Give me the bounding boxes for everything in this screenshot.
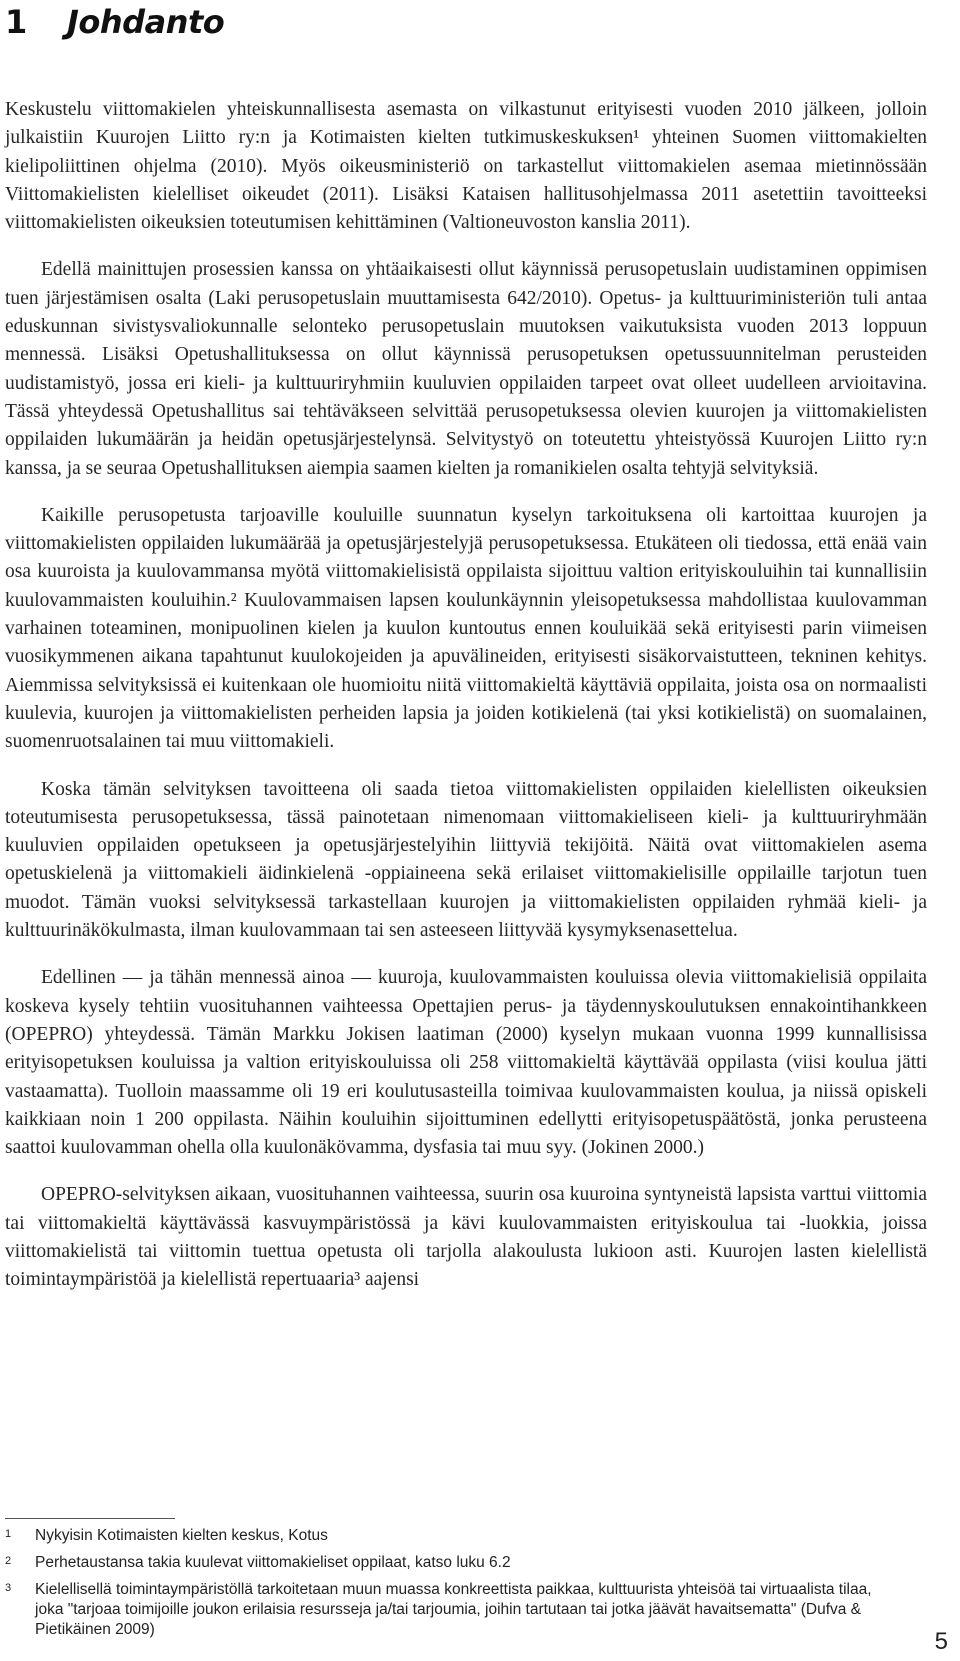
body-text — [5, 96, 927, 1295]
paragraph-4: Koska tämän selvityksen tavoitteena oli saada tietoa viittomakielisten oppilaiden kielellisten oikeuksien toteutumisesta perusopetuksessa, tässä painotetaan nimenomaan viittomakieliseen kieli- ja kulttuuriryhmään kuuluvien oppilaiden opetukseen ja opetusjärjestelyihin liittyviä tekijöitä. Näitä ovat viittomakielen asema opetuskielenä ja viittomakieli äidinkielenä -oppiaineena sekä erilaiset viittomakielisille oppilaille tarjotun tuen muodot. Tämän vuoksi selvityksessä tarkastellaan kuurojen ja viittomakielisten oppilaiden ryhmää kieli- ja kulttuurinäkökulmasta, ilman kuulovammaan tai sen asteeseen liittyvää kysymyksenasettelua. — [5, 778, 927, 942]
section-heading — [5, 2, 224, 42]
paragraph-2: Edellä mainittujen prosessien kanssa on yhtäaikaisesti ollut käynnissä perusopetuslain uudistaminen oppimisen tuen järjestämisen osalta (Laki perusopetuslain muuttamisesta 642/2010). Opetus- ja kulttuuriministeriön tuli antaa eduskunnan sivistysvaliokunnalle selonteko perusopetuslain muutoksen vaikutuksista vuoden 2013 loppuun mennessä. Lisäksi Opetushallituksessa on ollut käynnissä perusopetuksen opetussuunnitelman perusteiden uudistamistyö, jossa eri kieli- ja kulttuuriryhmiin kuuluvien oppilaiden tarpeet ovat olleet uudelleen arvioitavina. Tässä yhteydessä Opetushallitus sai tehtäväkseen selvittää perusopetuksessa olevien kuurojen ja viittomakielisten oppilaiden lukumäärän ja heidän opetusjärjestelynsä. Selvitystyö on toteutettu yhteistyössä Kuurojen Liitto ry:n kanssa, ja se seuraa Opetushallituksen aiempia saamen kielten ja romanikielen osalta tehtyjä selvityksiä. — [5, 259, 927, 479]
footnote-3 — [5, 1580, 885, 1640]
paragraph-6: OPEPRO-selvityksen aikaan, vuosituhannen vaihteessa, suurin osa kuuroina syntyneistä lapsista varttui viittomia tai viittomakieltä käyttävässä kasvuympäristössä ja kävi kuulovammaisten erityiskoulua tai -luokkia, joissa viittomakielistä tai viittomin tuettua opetusta oli tarjolla alakoulusta lukioon asti. Kuurojen lasten kielellistä toimintaympäristöä ja kielellistä repertuaaria³ aajensi — [5, 1184, 927, 1291]
footnote-2 — [5, 1553, 885, 1573]
footnote-text: Nykyisin Kotimaisten kielten keskus, Kotus — [35, 1527, 328, 1544]
footnote-divider — [5, 1518, 175, 1519]
section-number: 1 — [5, 3, 27, 41]
footnote-mark: 3 — [5, 1582, 12, 1594]
footnote-mark: 1 — [5, 1528, 12, 1540]
footnote-text: Perhetaustansa takia kuulevat viittomakieliset oppilaat, katso luku 6.2 — [35, 1554, 511, 1571]
footnotes — [5, 1526, 885, 1647]
paragraph-1: Keskustelu viittomakielen yhteiskunnallisesta asemasta on vilkastunut erityisesti vuoden 2010 jälkeen, jolloin julkaistiin Kuurojen Liitto ry:n ja Kotimaisten kielten tutkimuskeskuksen¹ yhteinen Suomen viittomakielten kielipoliittinen ohjelma (2010). Myös oikeusministeriö on tarkastellut viittomakielen asemaa mietinnössään Viittomakielisten kielelliset oikeudet (2011). Lisäksi Kataisen hallitusohjelmassa 2011 asetettiin tavoitteeksi viittomakielisten oikeuksien toteutumisen kehittäminen (Valtioneuvoston kanslia 2011). — [5, 99, 927, 234]
page-number: 5 — [934, 1628, 948, 1655]
footnote-mark: 2 — [5, 1555, 12, 1567]
section-title: Johdanto — [67, 3, 225, 41]
footnote-text: Kielellisellä toimintaympäristöllä tarkoitetaan muun muassa konkreettista paikkaa, kulttuurista yhteisöä tai virtuaalista tilaa, joka "tarjoaa toimijoille joukon erilaisia resursseja ja/tai tarjoumia, joihin tartutaan tai jotka jäävät havaitsematta" (Dufva & Pietikäinen 2009) — [35, 1581, 872, 1638]
paragraph-5: Edellinen — ja tähän mennessä ainoa — kuuroja, kuulovammaisten kouluissa olevia viittomakielisiä oppilaita koskeva kysely tehtiin vuosituhannen vaihteessa Opettajien perus- ja täydennyskoulutuksen ennakointihankkeen (OPEPRO) yhteydessä. Tämän Markku Jokisen laatiman (2000) kyselyn mukaan vuonna 1999 kunnallisissa erityisopetuksen kouluissa ja valtion erityiskouluissa oli 258 viittomakieltä käyttävää oppilasta (viisi koulua jätti vastaamatta). Tuolloin maassamme oli 19 eri koulutusasteilla toimivaa kuulovammaisten koulua, ja niissä opiskeli kaikkiaan noin 1 200 oppilasta. Näihin kouluihin sijoittuminen edellytti erityisopetuspäätöstä, jonka perusteena saattoi kuulovamman ohella olla kuulonäkövamma, dysfasia tai muu syy. (Jokinen 2000.) — [5, 967, 927, 1159]
footnote-1 — [5, 1526, 885, 1546]
paragraph-3: Kaikille perusopetusta tarjoaville kouluille suunnatun kyselyn tarkoituksena oli kartoittaa kuurojen ja viittomakielisten oppilaiden lukumäärää ja opetusjärjestelyjä perusopetuksessa. Etukäteen oli tiedossa, että enää vain osa kuuroista ja kuulovammansa myötä viittomakielisistä oppilaista sijoittuu valtion erityiskouluihin tai kunnallisiin kuulovammaisten kouluihin.² Kuulovammaisen lapsen koulunkäynnin yleisopetuksessa mahdollistaa kuulovamman varhainen toteaminen, monipuolinen kielen ja kuulon kuntoutus ennen kouluikää sekä erityisesti parin viimeisen vuosikymmenen aikana tapahtunut kuulokojeiden ja apuvälineiden, erityisesti sisäkorvaistutteen, tekninen kehitys. Aiemmissa selvityksissä ei kuitenkaan ole huomioitu niitä viittomakieltä käyttäviä oppilaita, joista osa on normaalisti kuulevia, kuurojen ja viittomakielisten perheiden lapsia ja joiden kotikielenä (tai yksi kotikielistä) on suomalainen, suomenruotsalainen tai muu viittomakieli. — [5, 504, 927, 753]
